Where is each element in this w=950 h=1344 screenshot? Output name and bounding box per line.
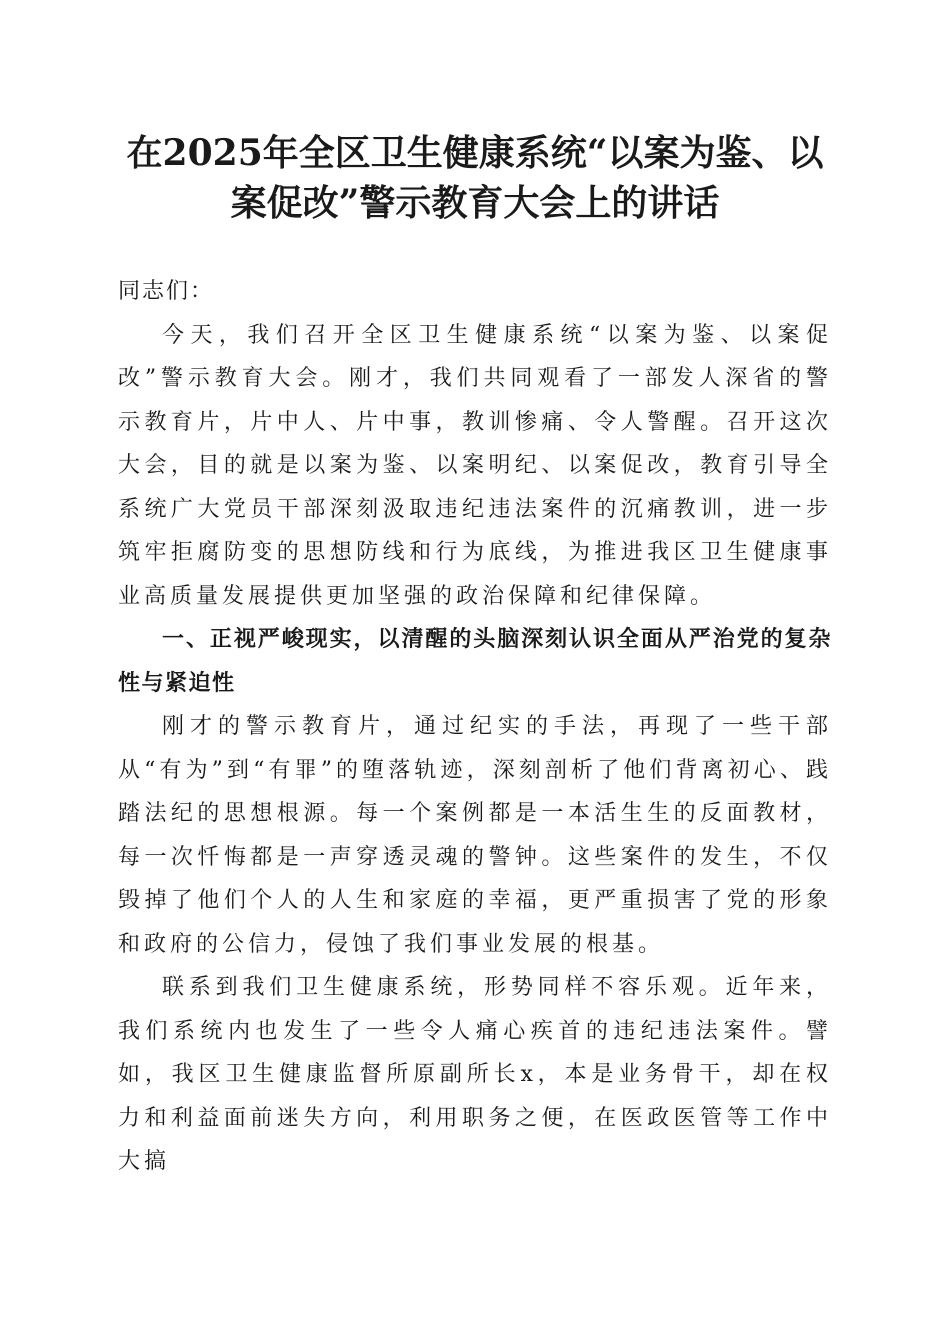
title-line-1: 在2025年全区卫生健康系统“以案为鉴、以 [126,132,824,174]
title-line-2: 案促改”警示教育大会上的讲话 [230,182,720,224]
salutation: 同志们： [118,279,215,304]
document-body [118,270,832,1184]
section-heading-1: 一、正视严峻现实，以清醒的头脑深刻认识全面从严治党的复杂性与紧迫性 [118,627,832,696]
document-page [118,128,832,1184]
paragraph-opening: 今天，我们召开全区卫生健康系统“以案为鉴、以案促改”警示教育大会。刚才，我们共同观看了一部发人深省的警示教育片，片中人、片中事，教训惨痛、令人警醒。召开这次大会，目的就是以案为鉴、以案明纪、以案促改，教育引导全系统广大党员干部深刻汲取违纪违法案件的沉痛教训，进一步筑牢拒腐防变的思想防线和行为底线，为推进我区卫生健康事业高质量发展提供更加坚强的政治保障和纪律保障。 [118,322,832,609]
document-title [118,128,832,228]
paragraph-health-system: 联系到我们卫生健康系统，形势同样不容乐观。近年来，我们系统内也发生了一些令人痛心疾首的违纪违法案件。譬如，我区卫生健康监督所原副所长x，本是业务骨干，却在权力和利益面前迷失方向，利用职务之便，在医政医管等工作中大搞 [118,975,832,1174]
paragraph-warning-film: 刚才的警示教育片，通过纪实的手法，再现了一些干部从“有为”到“有罪”的堕落轨迹，深刻剖析了他们背离初心、践踏法纪的思想根源。每一个案例都是一本活生生的反面教材，每一次忏悔都是一声穿透灵魂的警钟。这些案件的发生，不仅毁掉了他们个人的人生和家庭的幸福，更严重损害了党的形象和政府的公信力，侵蚀了我们事业发展的根基。 [118,714,832,957]
